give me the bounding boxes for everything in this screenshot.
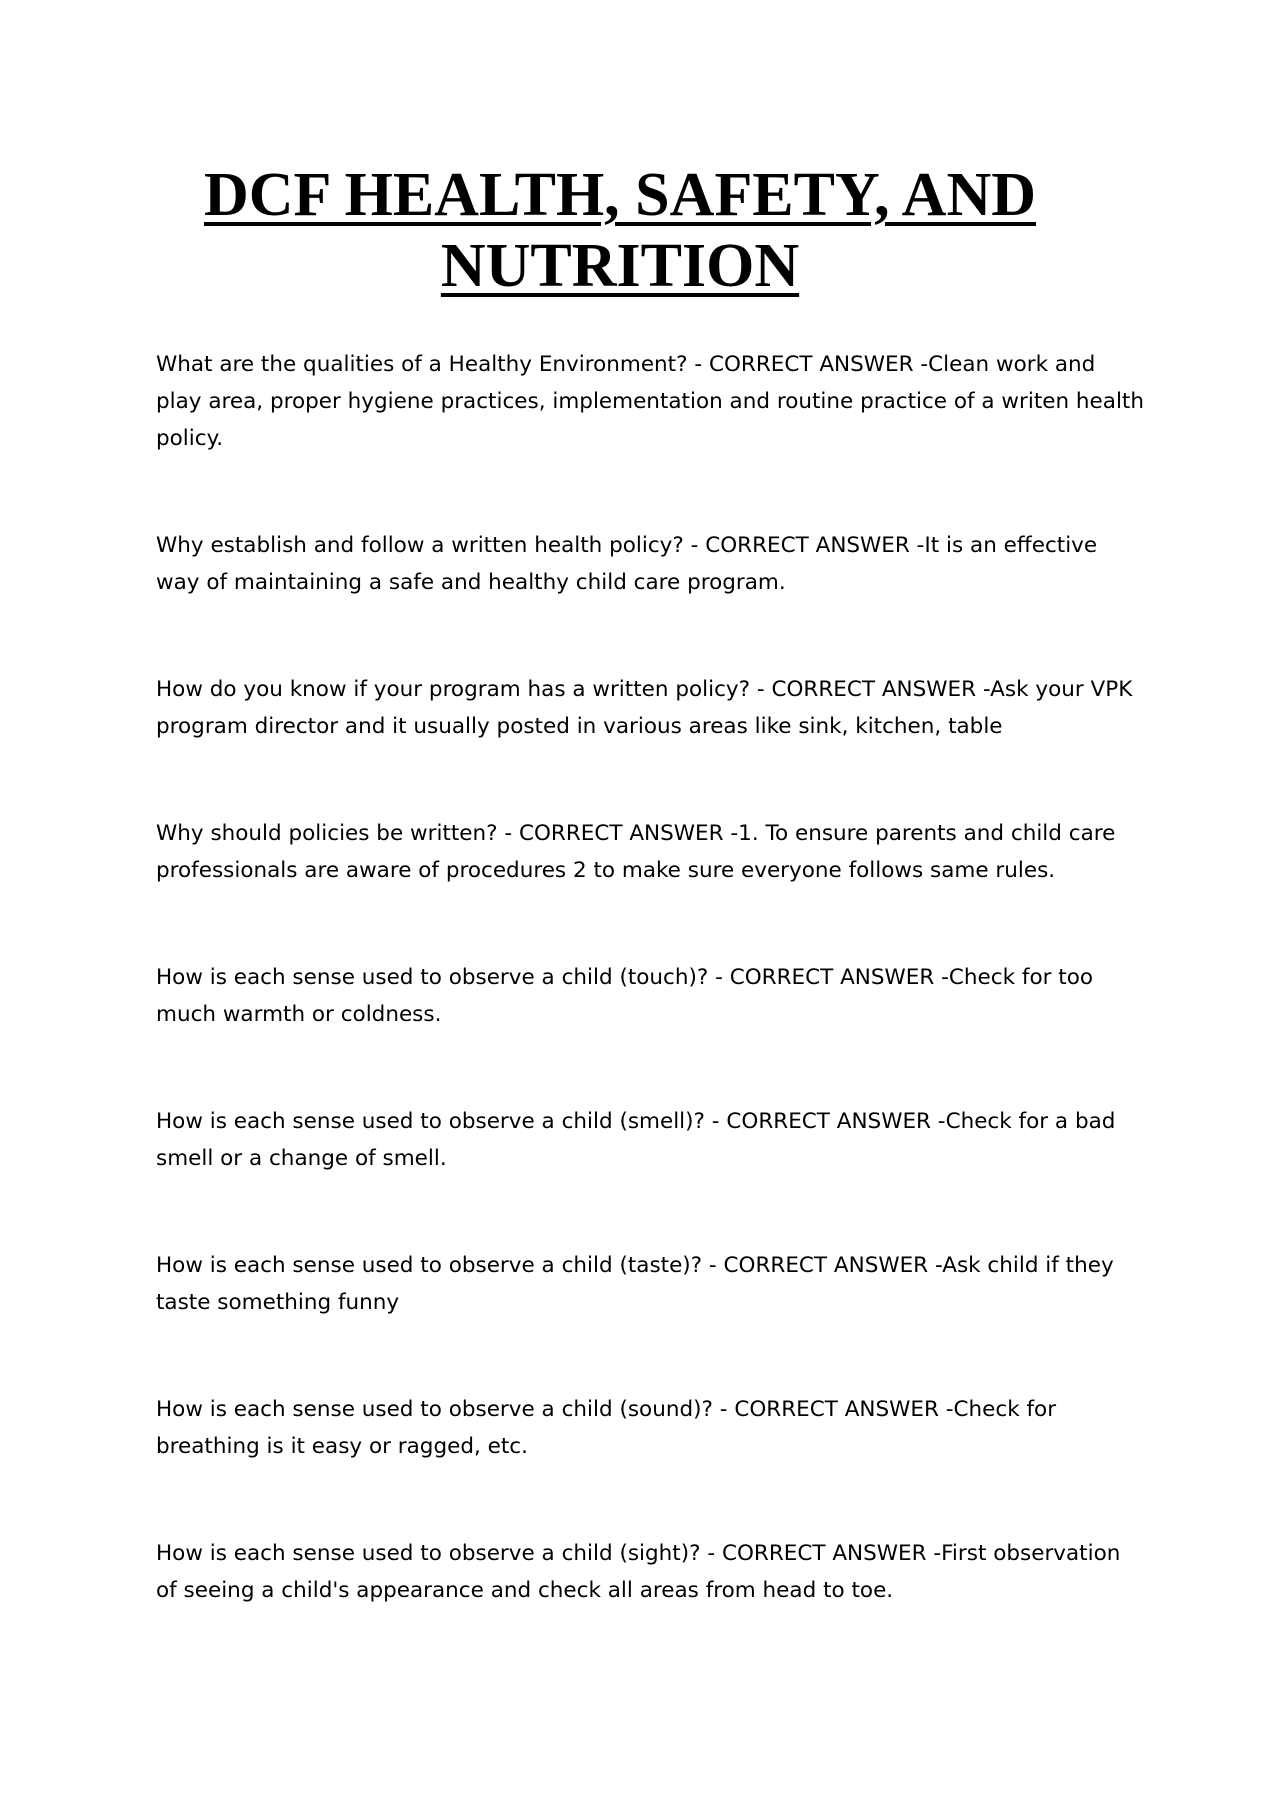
qa-item-healthy-environment: What are the qualities of a Healthy Environment? - CORRECT ANSWER -Clean work and play area, proper hygiene practices, implementation and routine practice of a writen health policy.	[156, 352, 1144, 451]
qa-item-why-policies-written: Why should policies be written? - CORRECT ANSWER -1. To ensure parents and child care professionals are aware of procedures 2 to make sure everyone follows same rules.	[156, 821, 1116, 883]
qa-item-sense-sound: How is each sense used to observe a child (sound)? - CORRECT ANSWER -Check for breathing is it easy or ragged, etc.	[156, 1397, 1057, 1459]
qa-item-sense-sight: How is each sense used to observe a child (sight)? - CORRECT ANSWER -First observation of seeing a child's appearance and check all areas from head to toe.	[156, 1541, 1121, 1603]
qa-list	[156, 346, 1146, 1679]
title-line-1: DCF HEALTH, SAFETY, AND	[203, 161, 1037, 229]
qa-item-sense-touch: How is each sense used to observe a child (touch)? - CORRECT ANSWER -Check for too much warmth or coldness.	[156, 965, 1094, 1027]
qa-item-sense-smell: How is each sense used to observe a child (smell)? - CORRECT ANSWER -Check for a bad smell or a change of smell.	[156, 1109, 1116, 1171]
title-line-2: NUTRITION	[440, 232, 800, 300]
qa-item-written-health-policy: Why establish and follow a written health policy? - CORRECT ANSWER -It is an effective way of maintaining a safe and healthy child care program.	[156, 533, 1098, 595]
document-title	[150, 160, 1090, 302]
qa-item-program-written-policy: How do you know if your program has a written policy? - CORRECT ANSWER -Ask your VPK program director and it usually posted in various areas like sink, kitchen, table	[156, 677, 1133, 739]
qa-item-sense-taste: How is each sense used to observe a child (taste)? - CORRECT ANSWER -Ask child if they taste something funny	[156, 1253, 1114, 1315]
